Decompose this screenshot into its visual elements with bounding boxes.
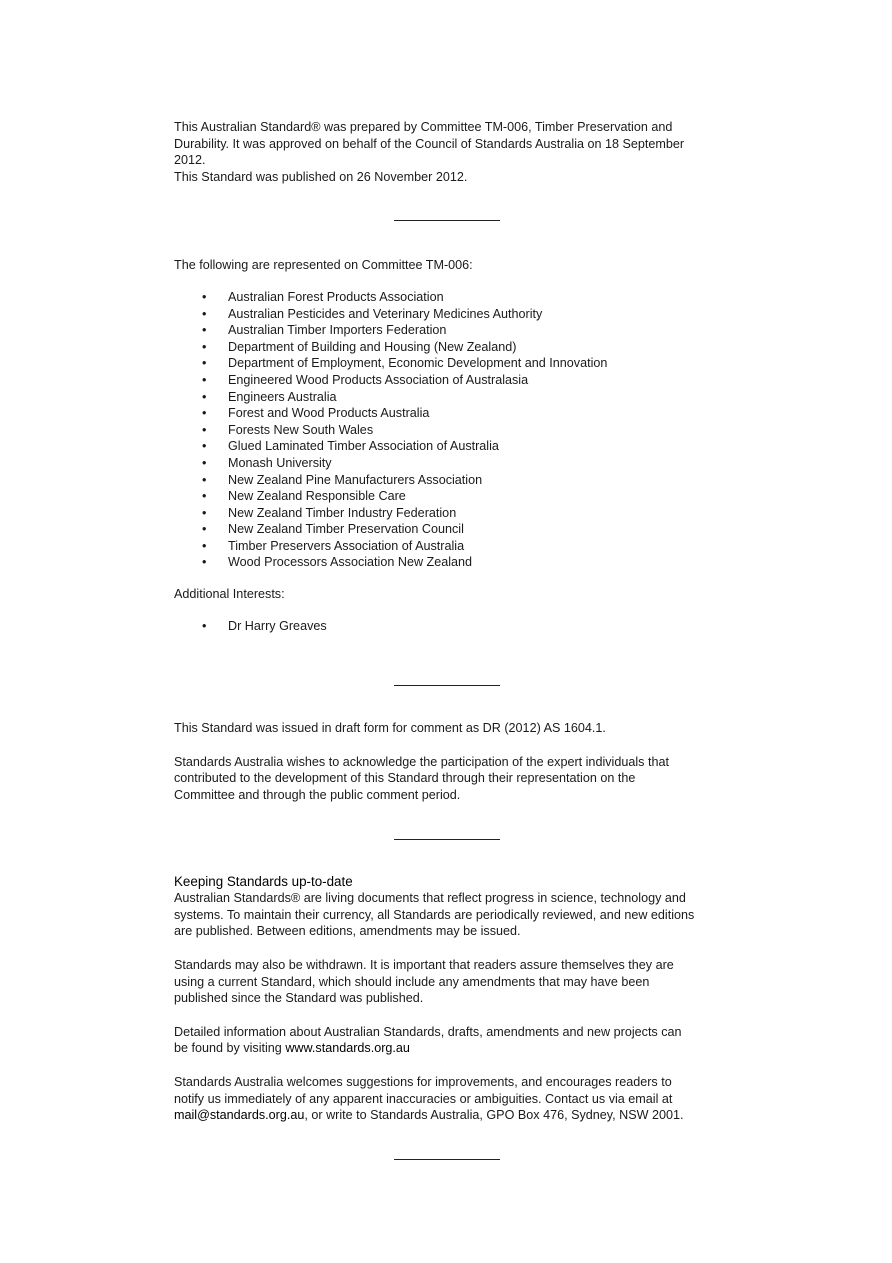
list-item: • Monash University — [202, 455, 332, 470]
list-item: • Forests New South Wales — [202, 422, 374, 437]
list-item: • Engineers Australia — [202, 389, 337, 404]
section-divider — [394, 220, 500, 221]
detailed-info-paragraph: Detailed information about Australian Standards, drafts, amendments and new projects can be found by visiting www.standards.org.au — [174, 1024, 682, 1056]
additional-interests-label: Additional Interests: — [174, 587, 285, 602]
section-heading: Keeping Standards up-to-date — [174, 873, 353, 889]
living-documents-paragraph: Australian Standards® are living documents that reflect progress in science, technology and systems. To maintain their currency, all Standards are periodically reviewed, and new editions are published. Between editions, amendments may be issued. — [174, 891, 695, 939]
bullet-icon: • — [202, 489, 207, 504]
list-item: • New Zealand Pine Manufacturers Association — [202, 472, 483, 487]
committee-intro: The following are represented on Committee TM-006: — [174, 258, 473, 273]
approval-line-1: This Australian Standard® was prepared by Committee TM-006, Timber Preservation and — [174, 120, 673, 134]
bullet-icon: • — [202, 538, 207, 553]
email-link[interactable]: mail@standards.org.au — [174, 1108, 305, 1123]
list-item: • Wood Processors Association New Zealand — [202, 555, 473, 570]
list-item: • Dr Harry Greaves — [202, 618, 327, 633]
list-item: • Australian Pesticides and Veterinary Medicines Authority — [202, 306, 543, 321]
bullet-icon: • — [202, 522, 207, 537]
bullet-icon: • — [202, 306, 207, 321]
list-item: • Glued Laminated Timber Association of Australia — [202, 439, 499, 454]
list-item: • Australian Timber Importers Federation — [202, 323, 447, 338]
published-date: This Standard was published on 26 November 2012. — [174, 169, 468, 184]
list-item: • Timber Preservers Association of Australia — [202, 538, 465, 553]
list-item: • Forest and Wood Products Australia — [202, 406, 430, 421]
bullet-icon: • — [202, 422, 207, 437]
bullet-icon: • — [202, 372, 207, 387]
bullet-icon: • — [202, 389, 207, 404]
committee-member-list — [174, 289, 734, 571]
withdrawn-paragraph: Standards may also be withdrawn. It is important that readers assure themselves they are using a current Standard, which should include any amendments that may have been published since the Standard was published. — [174, 958, 674, 1006]
bullet-icon: • — [202, 323, 207, 338]
list-item: • Engineered Wood Products Association of Australasia — [202, 372, 529, 387]
section-divider — [394, 1159, 500, 1160]
list-item: • Australian Forest Products Association — [202, 289, 444, 304]
additional-interests-list — [174, 618, 734, 635]
website-link[interactable]: www.standards.org.au — [285, 1041, 410, 1056]
bullet-icon: • — [202, 618, 207, 633]
bullet-icon: • — [202, 439, 207, 454]
document-page — [174, 119, 734, 1160]
bullet-icon: • — [202, 339, 207, 354]
list-item: • Department of Employment, Economic Development and Innovation — [202, 356, 608, 371]
bullet-icon: • — [202, 555, 207, 570]
list-item: • New Zealand Timber Preservation Council — [202, 522, 464, 537]
suggestions-paragraph: Standards Australia welcomes suggestions for improvements, and encourages readers to notify us immediately of any apparent inaccuracies or ambiguities. Contact us via email at mail@standards.org.au, or write to Standards Australia, GPO Box 476, Sydney, NSW 2001. — [174, 1074, 684, 1123]
bullet-icon: • — [202, 505, 207, 520]
list-item: • Department of Building and Housing (New Zealand) — [202, 339, 517, 354]
bullet-icon: • — [202, 472, 207, 487]
acknowledgement-paragraph: Standards Australia wishes to acknowledge the participation of the expert individuals that contributed to the development of this Standard through their representation on the Committee and through the public comment period. — [174, 754, 669, 803]
bullet-icon: • — [202, 289, 207, 304]
section-divider — [394, 685, 500, 686]
list-item: • New Zealand Responsible Care — [202, 489, 406, 504]
approval-line-2: Durability. It was approved on behalf of the Council of Standards Australia on 18 September — [174, 136, 685, 151]
approval-statement — [174, 119, 734, 185]
bullet-icon: • — [202, 356, 207, 371]
section-divider — [394, 839, 500, 840]
approval-line-3: 2012. — [174, 153, 206, 168]
bullet-icon: • — [202, 406, 207, 421]
draft-issued-statement: This Standard was issued in draft form for comment as DR (2012) AS 1604.1. — [174, 721, 606, 736]
bullet-icon: • — [202, 455, 207, 470]
list-item: • New Zealand Timber Industry Federation — [202, 505, 457, 520]
